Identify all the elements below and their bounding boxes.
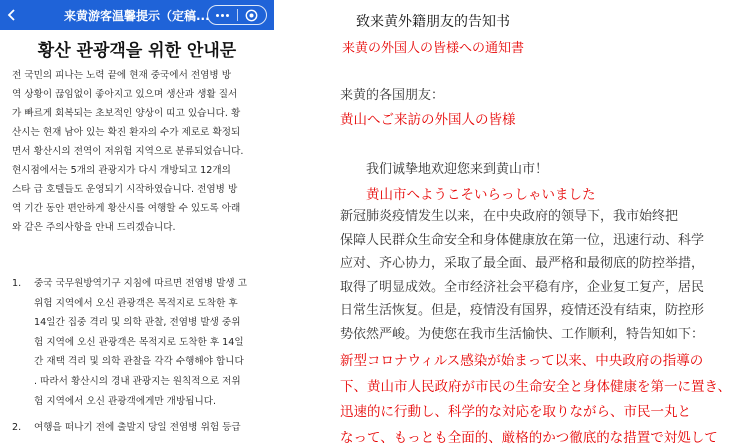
japanese-title: 来黄の外国人の皆様への通知書 <box>341 41 524 56</box>
mini-program-capsule <box>207 5 267 25</box>
list-item-line: 간 재택 격리 및 의학 관찰을 각각 수행해야 합니다 <box>34 356 244 368</box>
japanese-body-line: 下、黄山市人民政府が市民の生命安全と身体健康を第一に置き、 <box>340 378 731 395</box>
back-button[interactable] <box>0 0 24 30</box>
list-item-line: 험 지역에서 오신 관광객에게만 개방됩니다. <box>34 395 217 407</box>
chinese-body-line: 新冠肺炎疫情发生以来，在中央政府的领导下，我市始终把 <box>340 209 679 224</box>
korean-intro-line: 역 기간 동안 편안하게 황산시를 여행할 수 있도록 아래 <box>12 203 241 214</box>
korean-intro-paragraph <box>12 66 266 237</box>
chinese-body-line: 取得了明显成效。全市经济社会平稳有序，企业复工复产，居民 <box>340 279 705 295</box>
korean-notice-list <box>12 274 266 445</box>
chinese-body-line: 保障人民群众生命安全和身体健康放在第一位，迅速行动、科学 <box>340 232 705 248</box>
list-item-line: . 따라서 황산시의 경내 관광지는 원칙적으로 저위 <box>34 375 241 387</box>
japanese-greeting: 黄山へご来訪の外国人の皆様 <box>340 112 516 128</box>
more-dots-icon <box>216 14 229 17</box>
korean-intro-line: 와 같은 주의사항을 안내 드리겠습니다. <box>12 222 176 233</box>
korean-intro-line: 산시는 현재 남아 있는 확진 환자의 수가 제로로 확정되 <box>12 127 241 138</box>
korean-intro-line: 전 국민의 피나는 노력 끝에 현재 중국에서 전염병 방 <box>12 70 232 81</box>
japanese-welcome: 黄山市へようこそいらっしゃいました <box>366 187 596 203</box>
korean-intro-line: 가 빠르게 회복되는 초보적인 양상이 띠고 있습니다. 황 <box>12 108 241 119</box>
list-item-line: 위험 지역에서 오신 관광객은 목적지로 도착한 후 <box>34 297 238 309</box>
page-title: 来黄游客温馨提示（定稿... <box>64 8 210 23</box>
chevron-left-icon <box>7 8 17 22</box>
list-item-line: 14일간 집중 격리 및 의학 관찰, 전염병 발생 중위 <box>34 317 241 329</box>
korean-intro-line: 역 상황이 끊임없이 좋아지고 있으며 생산과 생활 질서 <box>12 89 238 100</box>
bilingual-notice <box>280 0 750 448</box>
mini-program-close-icon <box>245 9 258 22</box>
chinese-body-paragraph <box>340 205 744 347</box>
japanese-body-line: 新型コロナウィルス感染が始まって以来、中央政府の指導の <box>340 353 704 369</box>
close-button[interactable] <box>238 6 267 24</box>
korean-intro-line: 스타 급 호텔들도 운영되기 시작하였습니다. 전염병 방 <box>12 184 238 195</box>
chinese-body-line: 势依然严峻。为使您在我市生活愉快、工作顺利，特告知如下： <box>340 326 705 342</box>
korean-notice-title: 황산 관광객을 위한 안내문 <box>37 41 237 61</box>
chinese-body-line: 应对、齐心协力，采取了最全面、最严格和最彻底的防控举措， <box>340 256 705 272</box>
japanese-body-line: 迅速的に行動し、科学的な対応を取りながら、市民一丸と <box>340 404 691 420</box>
korean-intro-line: 면서 황산시의 전역이 저위험 지역으로 분류되었습니다. <box>12 146 244 157</box>
list-item <box>12 418 266 438</box>
list-item-line: 중국 국무원방역기구 지침에 따르면 전염병 발생 고 <box>34 278 247 289</box>
chinese-title: 致来黄外籍朋友的告知书 <box>356 14 510 30</box>
list-item-line: 험 지역에 오신 관광객은 목적지로 도착한 후 14일 <box>34 336 244 348</box>
list-item-number: 1. <box>12 278 22 289</box>
list-item-line: 여행을 떠나기 전에 출발지 당일 전염병 위험 등급 <box>34 422 241 434</box>
chinese-body-line: 日常生活恢复。但是，疫情没有国界，疫情还没有结束，防控形 <box>340 303 705 319</box>
korean-notice-screenshot <box>0 0 274 448</box>
japanese-body-line: なって、もっとも全面的、厳格的かつ徹底的な措置で対処して <box>340 429 718 446</box>
korean-intro-line: 현시점에서는 5개의 관광지가 다시 개방되고 12개의 <box>12 165 231 176</box>
wechat-title-bar <box>0 0 274 30</box>
chinese-greeting: 来黄的各国朋友： <box>340 88 445 103</box>
more-button[interactable] <box>208 6 237 24</box>
japanese-body-paragraph <box>340 349 744 448</box>
chinese-welcome: 我们诚挚地欢迎您来到黄山市！ <box>366 162 549 177</box>
list-item <box>12 274 266 411</box>
list-item-number: 2. <box>12 422 22 434</box>
